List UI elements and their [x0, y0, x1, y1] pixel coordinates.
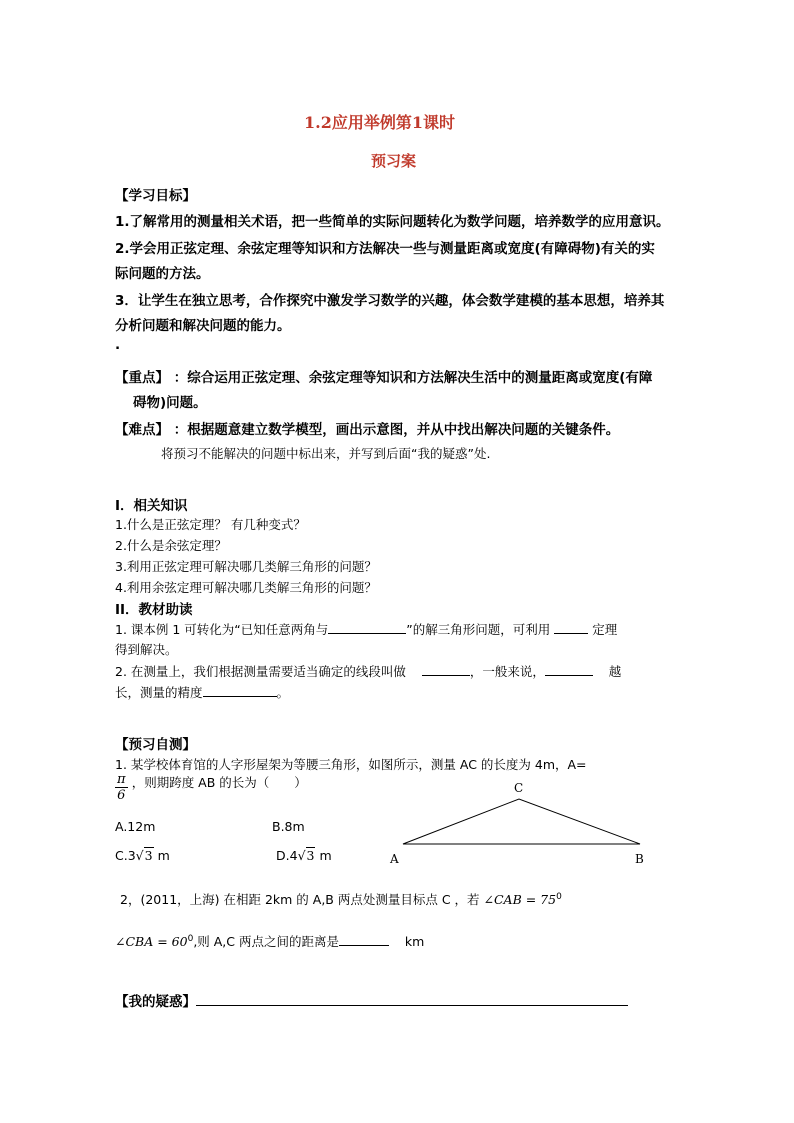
problem-2-unit: km [404, 934, 425, 949]
goal-1: 1.了解常用的测量相关术语，把一些简单的实际问题转化为数学问题，培养数学的应用意识。 [115, 214, 670, 230]
problem-2-text-a: 2，(2011，上海) 在相距 2km 的 A,B 两点处测量目标点 C ，若 [120, 892, 480, 907]
read-2-text-d: 长，测量的精度 [115, 685, 203, 700]
read-1-text-a: 1. 课本例 1 可转化为“已知任意两角与 [115, 622, 329, 637]
option-d-unit: m [319, 848, 332, 863]
sqrt-symbol: √3 [135, 848, 153, 863]
fraction-denominator: 6 [117, 788, 126, 803]
vertex-a-label: A [390, 852, 399, 866]
question-1: 1.什么是正弦定理？ 有几种变式？ [115, 517, 306, 532]
goal-3a: 3．让学生在独立思考，合作探究中激发学习数学的兴趣，体会数学建模的基本思想，培养其 [115, 293, 665, 309]
difficult-label: 【难点】 [115, 422, 169, 438]
goal-2a: 2.学会用正弦定理、余弦定理等知识和方法解决一些与测量距离或宽度(有障碍物)有关的实 [115, 241, 655, 257]
read-2-text-c: 越 [608, 664, 622, 679]
key-text-b: 碍物)问题。 [133, 395, 207, 411]
fraction-numerator: π [117, 772, 126, 787]
option-c-radicand: 3 [144, 848, 153, 863]
doc-title: 1.2应用举例第1课时 [304, 113, 455, 132]
read-2-line1 [115, 662, 621, 680]
read-2-line2 [115, 683, 289, 701]
key-label: 【重点】 [115, 370, 169, 386]
doubt-answer-line[interactable] [196, 991, 628, 1006]
read-1-text-c: 定理 [592, 622, 618, 637]
option-d [276, 848, 332, 863]
blank-6[interactable] [339, 933, 389, 946]
option-b: B.8m [272, 819, 305, 834]
option-c-unit: m [157, 848, 170, 863]
option-c-prefix: C.3 [115, 848, 136, 863]
vertex-b-label: B [635, 852, 644, 866]
triangle-figure [385, 778, 665, 868]
pi-over-6-fraction [115, 772, 128, 803]
problem-1-line2 [115, 772, 307, 803]
read-1-line1 [115, 620, 683, 638]
my-doubts [115, 990, 628, 1010]
question-3: 3.利用正弦定理可解决哪几类解三角形的问题？ [115, 559, 377, 574]
read-2-text-e: 。 [276, 685, 290, 700]
blank-3[interactable] [422, 663, 470, 676]
problem-2-line1 [120, 890, 562, 908]
note: 将预习不能解决的问题中标出来，并写到后面“我的疑惑”处. [161, 446, 491, 461]
key-text-a: ：综合运用正弦定理、余弦定理等知识和方法解决生活中的测量距离或宽度(有障 [173, 370, 653, 386]
stray-dot: . [115, 337, 121, 353]
question-2: 2.什么是余弦定理？ [115, 538, 227, 553]
read-2-text-b: ，一般来说， [469, 664, 545, 679]
difficult-point [115, 418, 619, 438]
blank-4[interactable] [545, 663, 593, 676]
angle-cba-degree: 0 [187, 933, 194, 944]
problem-2-text-b: ,则 A,C 两点之间的距离是 [193, 934, 339, 949]
blank-2[interactable] [554, 621, 588, 634]
selftest-header: 【预习自测】 [115, 737, 196, 753]
goals-header: 【学习目标】 [115, 188, 196, 204]
sqrt-symbol: √3 [297, 848, 315, 863]
angle-cba: ∠CBA = 60 [115, 934, 188, 949]
goal-3b: 分析问题和解决问题的能力。 [115, 318, 291, 334]
blank-1[interactable] [328, 621, 406, 634]
key-point [115, 366, 652, 386]
doubt-header: 【我的疑惑】 [115, 994, 196, 1010]
read-1-text-b: ”的解三角形问题，可利用 [406, 622, 551, 637]
problem-2-line2 [115, 932, 424, 950]
problem-1-line1: 1. 某学校体育馆的人字形屋架为等腰三角形，如图所示，测量 AC 的长度为 4m，A= [115, 757, 587, 772]
option-d-radicand: 3 [306, 848, 315, 863]
vertex-c-label: C [514, 781, 524, 795]
goal-2b: 际问题的方法。 [115, 266, 210, 282]
section-textbook-help: II．教材助读 [115, 602, 193, 618]
doc-subtitle: 预习案 [371, 152, 417, 170]
section-related-knowledge: I．相关知识 [115, 498, 188, 514]
triangle-abc [403, 799, 640, 844]
question-4: 4.利用余弦定理可解决哪几类解三角形的问题？ [115, 580, 377, 595]
read-2-text-a: 2. 在测量上，我们根据测量需要适当确定的线段叫做 [115, 664, 406, 679]
option-d-prefix: D.4 [276, 848, 298, 863]
angle-cab-degree: 0 [556, 891, 562, 902]
angle-cab: ∠CAB = 75 [483, 892, 557, 907]
difficult-text: ：根据题意建立数学模型，画出示意图，并从中找出解决问题的关键条件。 [173, 422, 620, 438]
option-c [115, 848, 170, 863]
blank-5[interactable] [203, 684, 277, 697]
problem-1-text-b: ，则期跨度 AB 的长为（ ） [131, 775, 307, 790]
read-1-line2: 得到解决。 [115, 642, 178, 657]
option-a: A.12m [115, 819, 156, 834]
